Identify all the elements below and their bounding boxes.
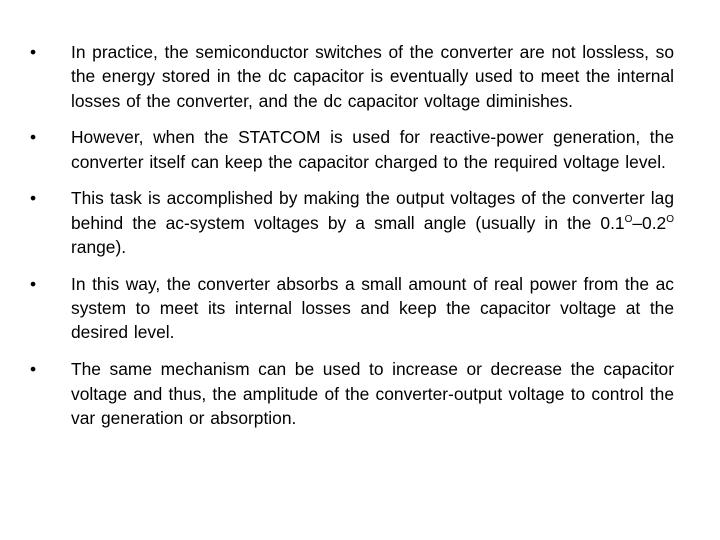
bullet-icon: • — [30, 273, 37, 294]
bullet-text: In this way, the converter absorbs a small amount of real power from the ac system to meet its internal losses and keep the capacitor voltage at the desired level. — [71, 273, 674, 343]
bullet-item-real-power — [26, 272, 674, 345]
degree-mark: O — [624, 213, 633, 225]
bullet-text: In practice, the semiconductor switches of the converter are not lossless, so the energy stored in the dc capacitor is eventually used to meet the internal losses of the converter, and the dc capacitor voltage diminishes. — [71, 42, 674, 111]
bullet-text: However, when the STATCOM is used for reactive-power generation, the converter itself can keep the capacitor charged to the required voltage level. — [71, 127, 674, 172]
bullet-item-var-control — [26, 357, 674, 430]
bullet-icon: • — [30, 127, 37, 148]
bullet-item-losses — [26, 40, 674, 113]
bullet-text-middle: –0.2 — [632, 212, 667, 233]
bullet-text-before: This task is accomplished by making the output voltages of the converter lag behind the ac-system voltages by a small angle (usually in the 0.1 — [71, 188, 674, 233]
bullet-item-lag-angle — [26, 186, 674, 259]
degree-mark: O — [666, 213, 674, 225]
bullet-icon: • — [30, 359, 37, 380]
bullet-text: The same mechanism can be used to increase or decrease the capacitor voltage and thus, the amplitude of the converter-output voltage to control the var generation or absorption. — [71, 359, 674, 428]
bullet-text-after: range). — [71, 237, 127, 258]
bullet-list — [26, 40, 674, 443]
bullet-text — [71, 188, 674, 257]
bullet-item-reactive-power — [26, 125, 674, 174]
bullet-icon: • — [30, 42, 37, 62]
bullet-icon: • — [30, 188, 37, 209]
